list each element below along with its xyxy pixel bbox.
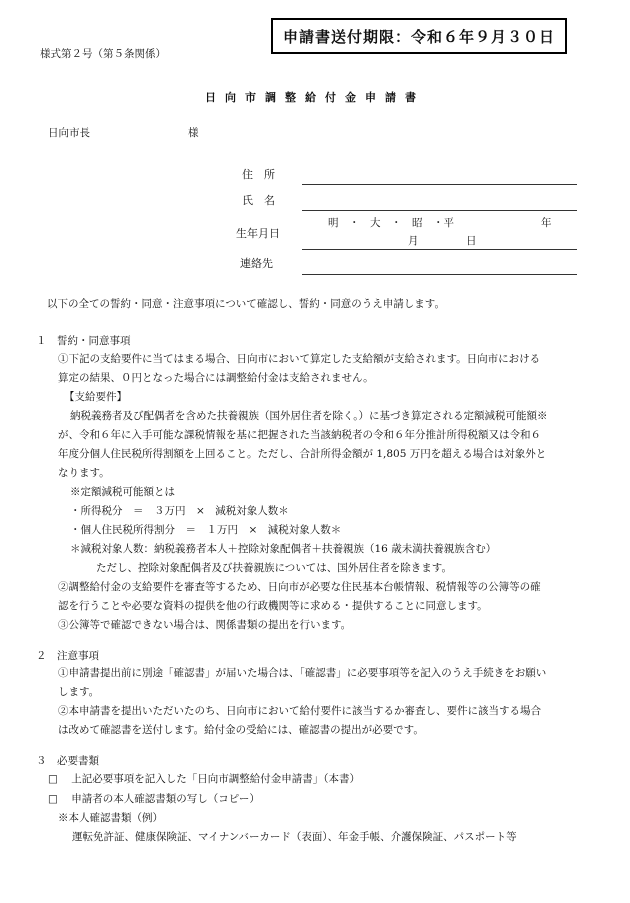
s1-note-income: ・所得税分 ＝ ３万円 × 減税対象人数＊ [70,505,289,517]
s2-item2-line1: ②本申請書を提出いただいたのち、日向市において給付要件に該当するか審査し、要件に該当する場合 [58,705,541,717]
contact-label: 連絡先 [240,257,273,270]
name-field[interactable] [302,210,577,211]
s1-note-resident: ・個人住民税所得割分 ＝ １万円 × 減税対象人数＊ [70,524,342,536]
intro-statement: 以下の全ての誓約・同意・注意事項について確認し、誓約・同意のうえ申請します。 [47,298,445,310]
s1-req-line1: 納税義務者及び配偶者を含めた扶養親族（国外居住者を除く。）に基づき算定される定額減税可能額※ [70,410,548,422]
birth-era-options[interactable]: 明 ・ 大 ・ 昭 ・平 [328,217,454,229]
checkbox-icon[interactable]: □ [48,793,58,805]
birth-day-unit: 日 [466,235,477,247]
birth-month-unit: 月 [408,235,419,247]
address-field[interactable] [302,184,577,185]
birth-year-unit: 年 [541,217,552,229]
s2-item1-line1: ①申請書提出前に別途「確認書」が届いた場合は、「確認書」に必要事項等を記入のうえ手続きをお願い [58,667,547,679]
address-label: 住 所 [242,168,275,181]
section3-heading: ３ 必要書類 [36,755,99,767]
deadline-text: 申請書送付期限：令和６年９月３０日 [282,27,555,46]
s1-req-heading: 【支給要件】 [64,391,127,403]
deadline-box [271,18,567,54]
s1-item2-line2: 認を行うことや必要な資料の提供を他の行政機関等に求める・提供することに同意します。 [58,600,488,612]
s1-item1-line2: 算定の結果、０円となった場合には調整給付金は支給されません。 [58,372,374,384]
s1-note-except: ただし、控除対象配偶者及び扶養親族については、国外居住者を除きます。 [96,562,452,574]
s1-item3: ③公簿等で確認できない場合は、関係書類の提出を行います。 [58,619,352,631]
form-number: 様式第２号（第５条関係） [40,48,166,60]
contact-field[interactable] [302,274,577,275]
s1-note-heading: ※定額減税可能額とは [70,486,175,498]
checkbox-icon[interactable]: □ [48,773,58,785]
doc1-label: 上記必要事項を記入した「日向市調整給付金申請書」（本書） [71,773,361,785]
name-label: 氏 名 [242,194,275,207]
id-docs-examples: 運転免許証、健康保険証、マイナンバーカード（表面）、年金手帳、介護保険証、パスポート等 [72,831,517,843]
checklist-item[interactable] [48,771,360,786]
addressee-honorific: 様 [188,127,199,139]
birthdate-label: 生年月日 [236,227,280,240]
s1-item1-line1: ①下記の支給要件に当てはまる場合、日向市において算定した支給額が支給されます。日向市における [58,353,541,365]
doc2-label: 申請者の本人確認書類の写し（コピー） [71,793,260,805]
s2-item2-line2: は改めて確認書を送付します。給付金の受給には、確認書の提出が必要です。 [58,724,424,736]
page-title: 日向市調整給付金申請書 [205,91,425,104]
s1-note-count: ＊減税対象人数：納税義務者本人＋控除対象配偶者＋扶養親族（16 歳未満扶養親族含む） [70,543,497,555]
s1-req-line2: が、令和６年に入手可能な課税情報を基に把握された当該納税者の令和６年分推計所得税額又は令和６ [58,429,541,441]
birthdate-field[interactable] [302,249,577,250]
checklist-item[interactable] [48,791,260,806]
section1-body [58,350,598,635]
id-docs-heading: ※本人確認書類（例） [58,812,163,824]
s1-item2-line1: ②調整給付金の支給要件を審査等するため、日向市が必要な住民基本台帳情報、税情報等の公簿等の確 [58,581,541,593]
addressee-mayor: 日向市長 [48,127,90,139]
section2-body [58,664,598,740]
s2-item1-line2: します。 [58,686,100,698]
section2-heading: ２ 注意事項 [36,650,99,662]
s1-req-line4: なります。 [58,467,110,479]
section1-heading: １ 誓約・同意事項 [36,335,131,347]
s1-req-line3: 年度分個人住民税所得割額を上回ること。ただし、合計所得金額が 1,805 万円を超える場合は対象外と [58,448,547,460]
